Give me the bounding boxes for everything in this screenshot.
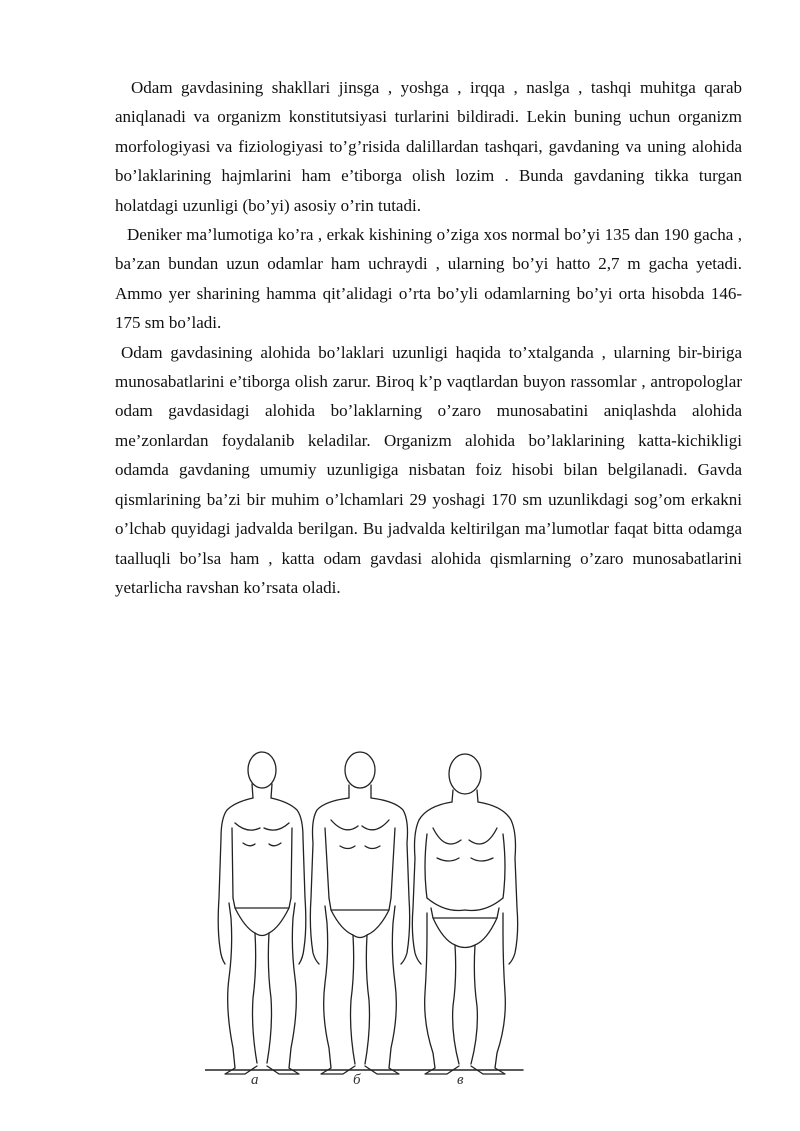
- paragraph-body-proportions: Odam gavdasining alohida bo’laklari uzunligi haqida to’xtalganda , ularning bir-biriga munosabatlarini e’tiborga olish zarur. Biroq k’p vaqtlardan buyon rassomlar , antropologlar odam gavdasidagi alohida bo’laklarning o’zaro munosabatini aniqlashda alohida me’zonlardan foydalanib keladilar. Organizm alohida bo’laklarining katta-kichikligi odamda gavdaning umumiy uzunligiga nisbatan foiz hisobi bilan belgilanadi. Gavda qismlarining ba’zi bir muhim o’lchamlari 29 yoshagi 170 sm uzunlikdagi sog’om erkakni o’lchab quyidagi jadvalda berilgan. Bu jadvalda keltirilgan ma’lumotlar faqat bitta odamga taalluqli bo’lsa ham , katta odam gavdasi alohida qismlarning o’zaro munosabatlarini yetarlicha ravshan ko’rsata oladi.: [115, 342, 742, 597]
- figure-label-c: в: [457, 1072, 464, 1088]
- figure-a-slender: [218, 752, 306, 1074]
- figure-label-a: а: [251, 1072, 259, 1088]
- paragraph-body-shape: Odam gavdasining shakllari jinsga , yoshga , irqqa , naslga , tashqi muhitga qarab aniqlanadi va organizm konstitutsiyasi turlarini bildiradi. Lekin buning uchun organizm morfologiyasi va fiziologiyasi to’g’risida dalillardan tashqari, gavdaning va uning alohida bo’laklarining hajmlarini ham e’tiborga olish lozim . Bunda gavdaning tikka turgan holatdagi uzunligi (bo’yi) asosiy o’rin tutadi.: [115, 78, 742, 215]
- figure-label-b: б: [353, 1072, 361, 1088]
- figure-b-athletic: [310, 752, 409, 1074]
- body-types-illustration: [205, 748, 525, 1088]
- figure-c-heavy: [412, 754, 517, 1074]
- paragraph-deniker-height: Deniker ma’lumotiga ko’ra , erkak kishining o’ziga xos normal bo’yi 135 dan 190 gacha , ba’zan bundan uzun odamlar ham uchraydi , ularning bo’yi hatto 2,7 m gacha yetadi. Ammo yer sharining hamma qit’alidagi o’rta bo’yli odamlarning bo’yi orta hisobda 146-175 sm bo’ladi.: [115, 225, 742, 333]
- body-text: [115, 73, 742, 602]
- body-types-figure: [205, 748, 525, 1088]
